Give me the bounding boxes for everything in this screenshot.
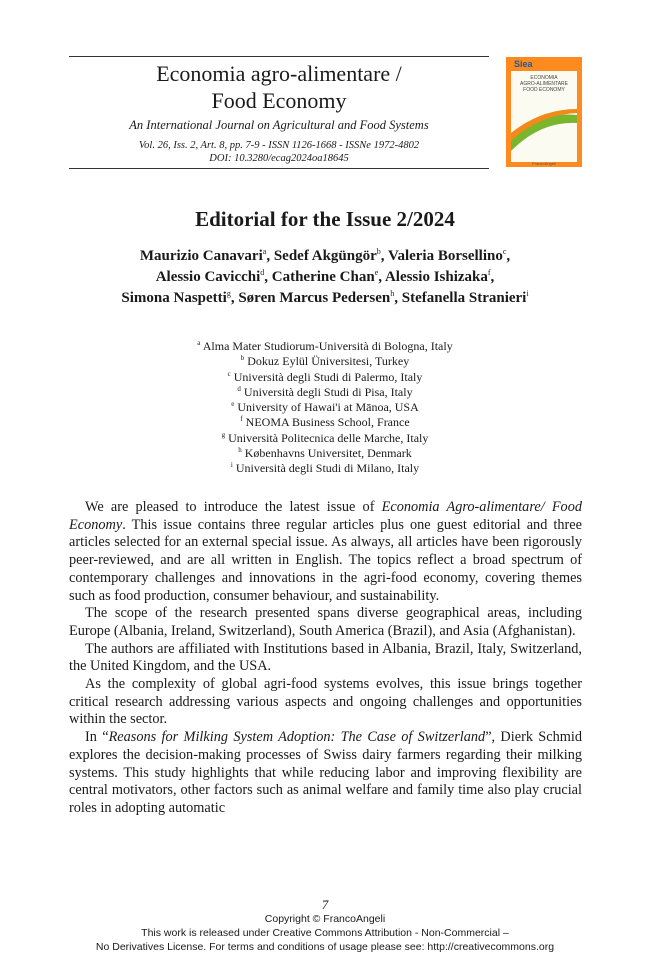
doi: DOI: 10.3280/ecag2024oa18645 [209, 153, 349, 164]
author-name: Alessio Ishizaka [384, 269, 488, 285]
author-affiliation-marker: a [262, 247, 267, 256]
cover-page [511, 71, 577, 166]
body-paragraph: We are pleased to introduce the latest issue of Economia Agro-alimentare/ Food Economy. This issue contains three regular articles plus one guest editorial and three articles selected for an external special issue. As always, all articles have been rigorously peer-reviewed, and are all written in English. The topics reflect a broad spectrum of contemporary challenges and innovations in the agri-food economy, covering themes such as food production, consumer behaviour, and sustainability. [69, 499, 583, 604]
article-title: Editorial for the Issue 2/2024 [195, 207, 455, 231]
author-name: Valeria Borsellino [387, 248, 503, 264]
author-name: Søren Marcus Pedersen [238, 290, 391, 306]
author-name: Catherine Chan [271, 269, 375, 285]
volume-issn: Vol. 26, Iss. 2, Art. 8, pp. 7-9 - ISSN 1126-1668 - ISSNe 1972-4802 [138, 140, 420, 151]
affiliation-item: $^b$ Dokuz Eylül Üniversitesi, Turkey [240, 354, 410, 369]
page-number: 7 [321, 897, 329, 912]
author-affiliation-marker: d [260, 268, 265, 277]
journal-title-line1: Economia agro-alimentare / [156, 61, 402, 86]
body-paragraph: In “Reasons for Milking System Adoption: The Case of Switzerland”, Dierk Schmid explores the decision-making processes of Swiss dairy farmers regarding their milking systems. This study highlights that while reducing labor and improving flexibility are central motivators, other factors such as animal welfare and family time also play crucial roles in adopting automatic [69, 729, 582, 816]
affiliation-item: $^h$ Københavns Universitet, Denmark [238, 446, 412, 461]
affiliation-item: $^g$ Università Politecnica delle Marche, Italy [221, 430, 429, 445]
author-name: Simona Naspetti [121, 290, 227, 306]
journal-title [69, 60, 489, 114]
article-body [69, 499, 582, 818]
author-name: Maurizio Canavari [139, 248, 263, 264]
author-name: Stefanella Stranieri [401, 290, 527, 306]
author-affiliation-marker: i [526, 289, 529, 298]
affiliation-item: $^e$ University of Hawai'i at Mānoa, USA [231, 400, 419, 415]
header-bottom-rule [69, 168, 489, 169]
affiliation-item: $^i$ Università degli Studi di Milano, Italy [230, 461, 420, 476]
body-paragraph: As the complexity of global agri-food systems evolves, this issue brings together critical research addressing various aspects and ongoing challenges and opportunities within the sector. [69, 676, 582, 728]
affiliation-item: $^a$ Alma Mater Studiorum-Università di Bologna, Italy [197, 339, 453, 353]
body-paragraph: The authors are affiliated with Institutions based in Albania, Brazil, Italy, Switzerland, the United Kingdom, and the USA. [69, 640, 582, 675]
author-list: Maurizio Canavari$^a$, Sedef Akgüngör$^b$, Valeria Borsellino$^c$, Alessio Cavicchi$^d$, Catherine Chan$^e$, Alessio Ishizaka$^f$, Simona Naspetti$^g$, Søren Marcus Pedersen$^h$, Stefanella Stranieri$^i$ [121, 247, 529, 306]
license-terms-line: No Derivatives License. For terms and conditions of usage please see: http://creativecommons.org [95, 941, 555, 953]
affiliation-list [0, 339, 650, 477]
journal-cover-thumbnail [506, 57, 582, 167]
journal-subtitle: An International Journal on Agricultural and Food Systems [129, 118, 429, 132]
cover-publisher: FrancoAngeli [532, 161, 556, 166]
header-top-rule [69, 56, 489, 57]
copyright-line: Copyright © FrancoAngeli [264, 913, 386, 925]
author-name: Alessio Cavicchi [155, 269, 261, 285]
cover-swoosh-graphic [511, 71, 577, 162]
license-footer [0, 912, 650, 954]
license-line: This work is released under Creative Commons Attribution - Non-Commercial – [141, 927, 509, 939]
author-affiliation-marker: f [487, 268, 491, 277]
publication-info [69, 139, 489, 165]
author-affiliation-marker: g [226, 289, 231, 298]
author-affiliation-marker: c [502, 247, 507, 256]
author-affiliation-marker: h [390, 289, 395, 298]
affiliation-item: $^d$ Università degli Studi di Pisa, Italy [237, 384, 413, 399]
cover-title: ECONOMIA AGRO-ALIMENTARE FOOD ECONOMY [520, 75, 568, 93]
body-paragraph: The scope of the research presented spans diverse geographical areas, including Europe (Albania, Ireland, Switzerland), South America (Brazil), and Asia (Afghanistan). [69, 605, 582, 639]
author-name: Sedef Akgüngör [273, 248, 377, 264]
author-affiliation-marker: e [374, 268, 379, 277]
cover-logo: Siea [514, 59, 533, 69]
author-affiliation-marker: b [376, 247, 381, 256]
affiliation-item: $^f$ NEOMA Business School, France [240, 415, 410, 430]
journal-title-line2: Food Economy [211, 88, 347, 113]
affiliation-item: $^c$ Università degli Studi di Palermo, Italy [227, 369, 423, 384]
